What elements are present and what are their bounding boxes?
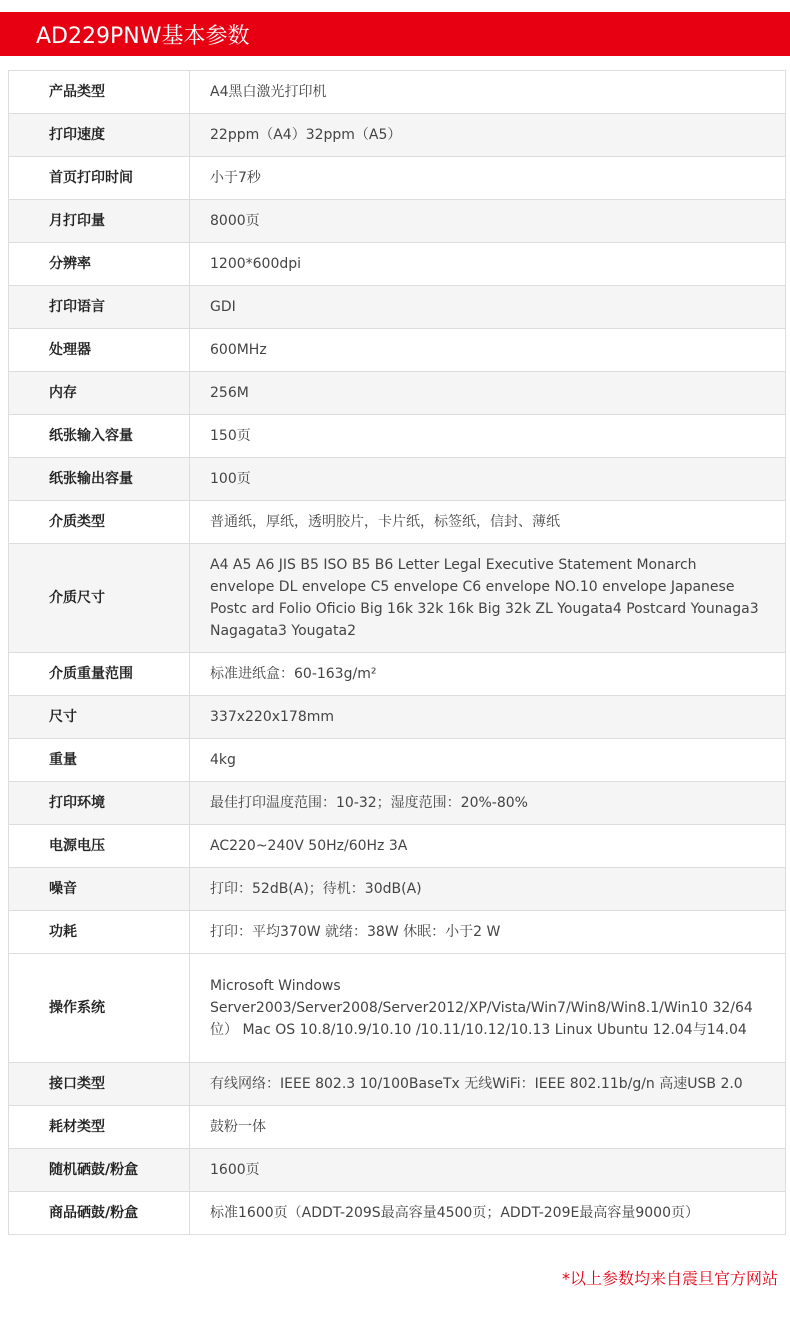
spec-value: 22ppm（A4）32ppm（A5） — [190, 114, 786, 157]
spec-value: 标准1600页（ADDT-209S最高容量4500页；ADDT-209E最高容量9000页） — [190, 1192, 786, 1235]
spec-label: 尺寸 — [9, 696, 190, 739]
spec-label: 纸张输出容量 — [9, 458, 190, 501]
spec-value: 鼓粉一体 — [190, 1106, 786, 1149]
source-footnote: *以上参数均来自震旦官方网站 — [561, 1269, 778, 1288]
spec-label: 打印环境 — [9, 782, 190, 825]
table-row — [9, 1063, 786, 1106]
spec-value: 256M — [190, 372, 786, 415]
spec-value: 小于7秒 — [190, 157, 786, 200]
table-row — [9, 372, 786, 415]
table-row — [9, 1149, 786, 1192]
table-row — [9, 544, 786, 653]
spec-value: GDI — [190, 286, 786, 329]
spec-label: 操作系统 — [9, 954, 190, 1063]
spec-value: 337x220x178mm — [190, 696, 786, 739]
table-row — [9, 458, 786, 501]
table-row — [9, 286, 786, 329]
spec-value: Microsoft Windows Server2003/Server2008/Server2012/XP/Vista/Win7/Win8/Win8.1/Win10 32/64 位） Mac OS 10.8/10.9/10.10 /10.11/10.12/10.13 Linux Ubuntu 12.04与14.04 — [190, 954, 786, 1063]
table-row — [9, 415, 786, 458]
spec-label: 随机硒鼓/粉盒 — [9, 1149, 190, 1192]
spec-value: 4kg — [190, 739, 786, 782]
spec-label: 介质尺寸 — [9, 544, 190, 653]
spec-label: 打印速度 — [9, 114, 190, 157]
spec-value: 8000页 — [190, 200, 786, 243]
spec-label: 内存 — [9, 372, 190, 415]
spec-label: 纸张输入容量 — [9, 415, 190, 458]
spec-value: A4黑白激光打印机 — [190, 71, 786, 114]
table-row — [9, 200, 786, 243]
spec-label: 噪音 — [9, 868, 190, 911]
page-title-text: AD229PNW基本参数 — [36, 23, 250, 49]
table-row — [9, 911, 786, 954]
table-row — [9, 782, 786, 825]
table-row — [9, 825, 786, 868]
table-row — [9, 954, 786, 1063]
table-row — [9, 868, 786, 911]
table-row — [9, 653, 786, 696]
table-row — [9, 71, 786, 114]
spec-value: 1600页 — [190, 1149, 786, 1192]
spec-label: 月打印量 — [9, 200, 190, 243]
spec-label: 处理器 — [9, 329, 190, 372]
spec-value: 600MHz — [190, 329, 786, 372]
table-row — [9, 696, 786, 739]
spec-value: 1200*600dpi — [190, 243, 786, 286]
spec-label: 接口类型 — [9, 1063, 190, 1106]
table-row — [9, 243, 786, 286]
table-row — [9, 114, 786, 157]
spec-label: 打印语言 — [9, 286, 190, 329]
spec-label: 商品硒鼓/粉盒 — [9, 1192, 190, 1235]
spec-value: 普通纸，厚纸，透明胶片，卡片纸，标签纸，信封、薄纸 — [190, 501, 786, 544]
spec-value: 有线网络：IEEE 802.3 10/100BaseTx 无线WiFi：IEEE 802.11b/g/n 高速USB 2.0 — [190, 1063, 786, 1106]
spec-value: 标准进纸盒：60-163g/m² — [190, 653, 786, 696]
table-row — [9, 157, 786, 200]
page-title — [0, 12, 790, 56]
table-row — [9, 1106, 786, 1149]
spec-value: 打印：平均370W 就绪：38W 休眠：小于2 W — [190, 911, 786, 954]
spec-value: A4 A5 A6 JIS B5 ISO B5 B6 Letter Legal Executive Statement Monarch envelope DL envelope C5 envelope C6 envelope NO.10 envelope Japanese Postc ard Folio Oficio Big 16k 32k 16k Big 32k ZL Yougata4 Postcard Younaga3 Nagagata3 Yougata2 — [190, 544, 786, 653]
spec-table — [8, 70, 786, 1235]
spec-label: 功耗 — [9, 911, 190, 954]
spec-label: 耗材类型 — [9, 1106, 190, 1149]
spec-value: 打印：52dB(A)；待机：30dB(A) — [190, 868, 786, 911]
spec-value: 最佳打印温度范围：10-32；湿度范围：20%-80% — [190, 782, 786, 825]
spec-label: 电源电压 — [9, 825, 190, 868]
spec-value: 100页 — [190, 458, 786, 501]
spec-label: 产品类型 — [9, 71, 190, 114]
spec-label: 介质类型 — [9, 501, 190, 544]
spec-value: 150页 — [190, 415, 786, 458]
table-row — [9, 1192, 786, 1235]
spec-label: 分辨率 — [9, 243, 190, 286]
spec-value: AC220~240V 50Hz/60Hz 3A — [190, 825, 786, 868]
spec-label: 重量 — [9, 739, 190, 782]
table-row — [9, 739, 786, 782]
table-row — [9, 329, 786, 372]
spec-label: 介质重量范围 — [9, 653, 190, 696]
table-row — [9, 501, 786, 544]
spec-label: 首页打印时间 — [9, 157, 190, 200]
